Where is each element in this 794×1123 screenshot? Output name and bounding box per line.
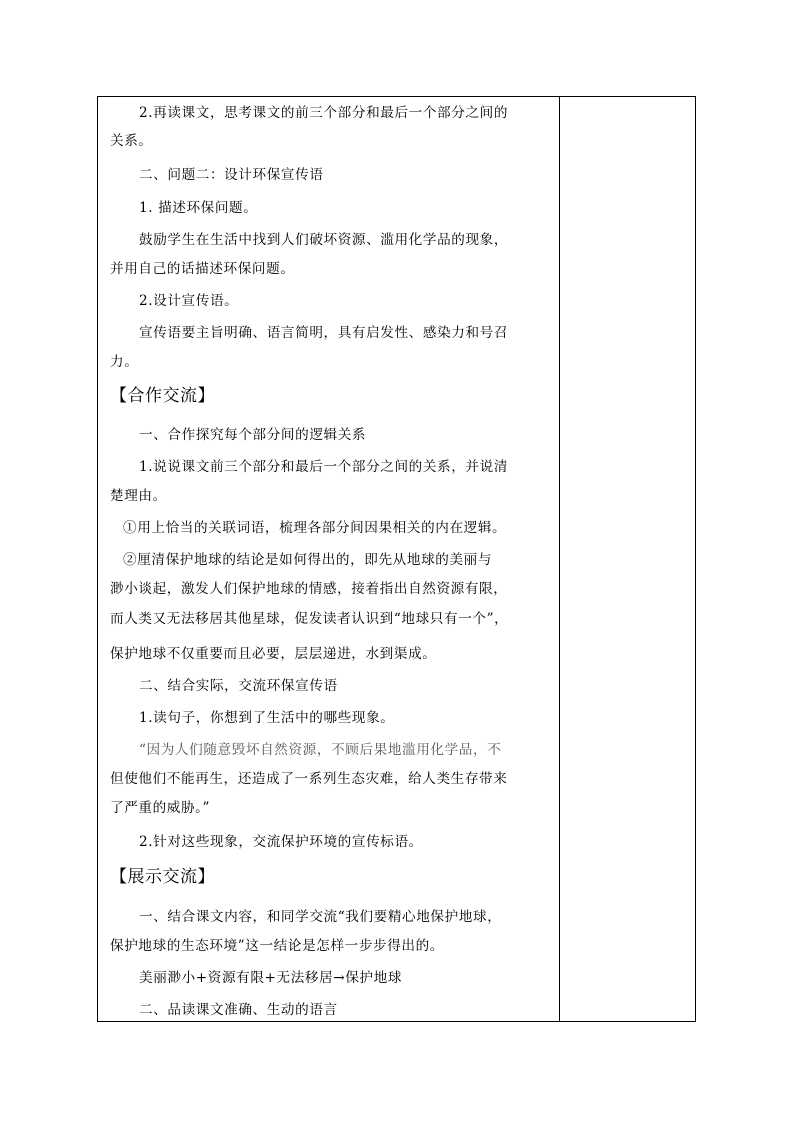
text-line: 而人类又无法移居其他星球，促发读者认识到“地球只有一个”， (110, 611, 509, 627)
text-line: 楚理由。 (110, 488, 167, 504)
quote-line: 了严重的威胁。” (110, 800, 211, 816)
notes-cell (560, 97, 695, 1021)
text-line: 1. 描述环保问题。 (139, 200, 258, 216)
text-line: ②厘清保护地球的结论是如何得出的，即先从地球的美丽与 (123, 552, 493, 568)
text-line: ①用上恰当的关联词语，梳理各部分间因果相关的内在逻辑。 (123, 520, 507, 536)
text-line: 保护地球的生态环境”这一结论是怎样一步步得出的。 (110, 938, 445, 954)
content-cell (98, 97, 559, 1021)
formula-line: 美丽渺小+资源有限+无法移居→保护地球 (139, 970, 403, 986)
quote-line: “因为人们随意毁坏自然资源，不顾后果地滥用化学品，不 (139, 742, 502, 758)
text-line: 一、合作探究每个部分间的逻辑关系 (139, 427, 367, 443)
text-line: 渺小谈起，激发人们保护地球的情感，接着指出自然资源有限， (110, 581, 508, 597)
text-line: 关系。 (110, 133, 153, 149)
text-line: 宣传语要主旨明确、语言简明，具有启发性、感染力和号召 (139, 325, 509, 341)
text-line: 二、品读课文准确、生动的语言 (139, 1002, 338, 1018)
text-line: 力。 (110, 354, 139, 370)
text-line: 1.读句子，你想到了生活中的哪些现象。 (139, 710, 395, 726)
text-line: 2.针对这些现象，交流保护环境的宣传标语。 (139, 834, 423, 850)
section-heading: 【展示交流】 (110, 867, 215, 887)
text-line: 鼓励学生在生活中找到人们破坏资源、滥用化学品的现象， (139, 232, 509, 248)
text-line: 二、结合实际，交流环保宣传语 (139, 678, 338, 694)
section-heading: 【合作交流】 (110, 386, 215, 406)
text-line: 一、结合课文内容，和同学交流“我们要精心地保护地球， (139, 909, 502, 925)
quote-line: 但使他们不能再生，还造成了一系列生态灾难，给人类生存带来 (110, 771, 508, 787)
text-line: 并用自己的话描述环保问题。 (110, 261, 295, 277)
text-line: 保护地球不仅重要而且必要，层层递进，水到渠成。 (110, 646, 437, 662)
text-line: 二、问题二：设计环保宣传语 (139, 167, 324, 183)
lesson-table (97, 96, 696, 1022)
text-line: 1.说说课文前三个部分和最后一个部分之间的关系，并说清 (139, 459, 509, 475)
text-line: 2.设计宣传语。 (139, 293, 239, 309)
text-line: 2.再读课文，思考课文的前三个部分和最后一个部分之间的 (139, 105, 509, 121)
